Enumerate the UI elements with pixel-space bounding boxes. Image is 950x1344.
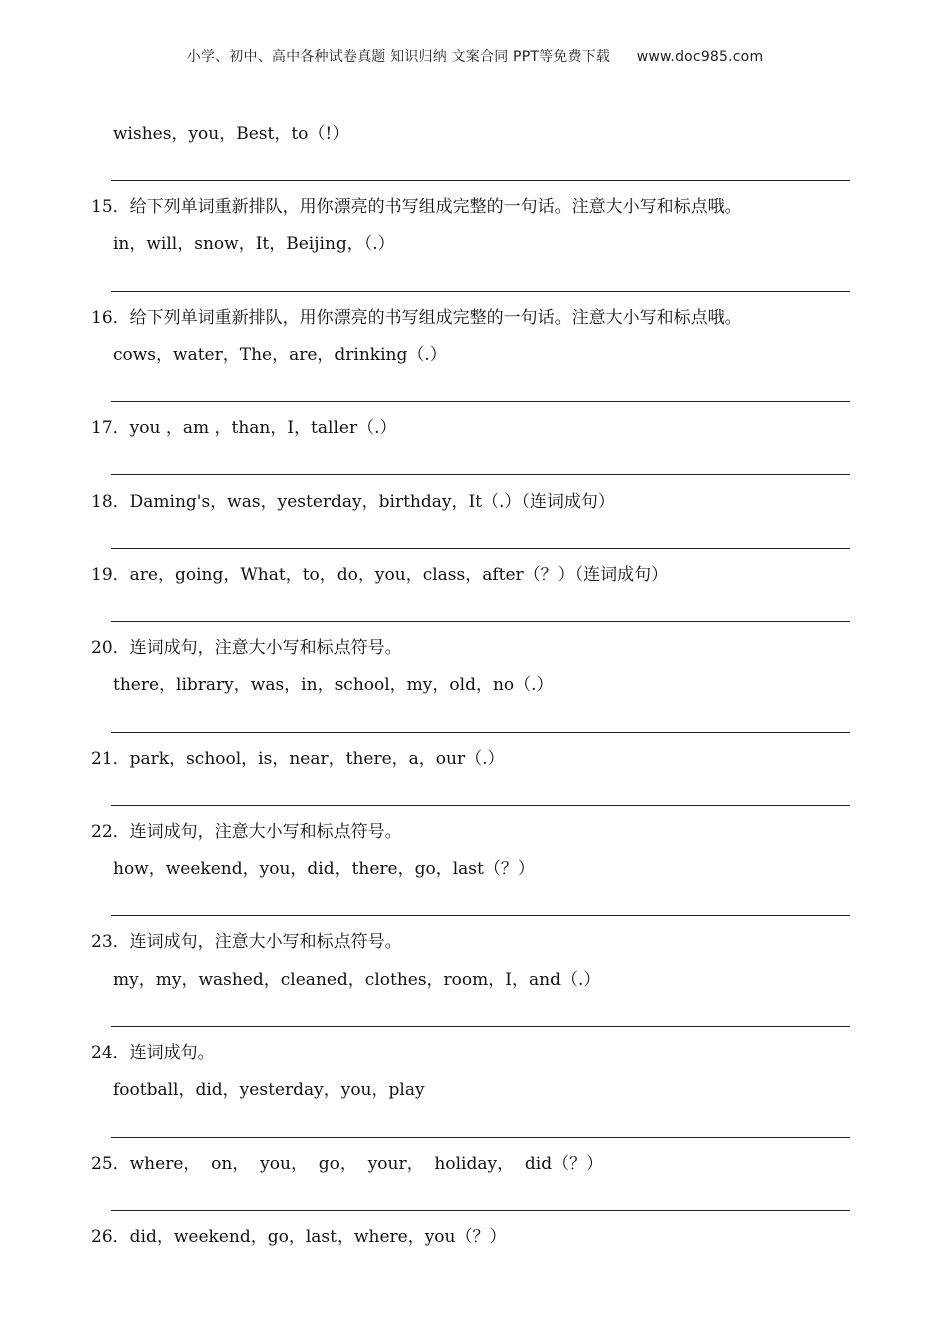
q15-instruction: 15．给下列单词重新排队，用你漂亮的书写组成完整的一句话。注意大小写和标点哦。 — [91, 197, 742, 217]
q24-words: football，did，yesterday，you，play — [113, 1080, 425, 1100]
header-title: 小学、初中、高中各种试卷真题 知识归纳 文案合同 PPT等免费下载 — [186, 49, 611, 65]
q14-answer-line[interactable] — [111, 180, 850, 181]
q17-answer-line[interactable] — [111, 474, 850, 475]
q14-words: wishes，you，Best，to（!） — [113, 124, 350, 144]
q22-words: how，weekend，you，did，there，go，last（？） — [113, 859, 535, 879]
q22-answer-line[interactable] — [111, 915, 850, 916]
q24-answer-line[interactable] — [111, 1137, 850, 1138]
q21-words: 21．park，school，is，near，there，a，our（.） — [91, 749, 505, 769]
q26-words: 26．did，weekend，go，last，where，you（？） — [91, 1227, 507, 1247]
q25-words: 25．where， on， you， go， your， holiday， did（？） — [91, 1154, 604, 1174]
q18-answer-line[interactable] — [111, 548, 850, 549]
q23-answer-line[interactable] — [111, 1026, 850, 1027]
q24-instruction: 24．连词成句。 — [91, 1043, 215, 1063]
q23-words: my，my，washed，cleaned，clothes，room，I，and（.） — [113, 970, 601, 990]
q15-words: in，will，snow，It，Beijing，（.） — [113, 234, 395, 254]
q25-answer-line[interactable] — [111, 1210, 850, 1211]
q16-answer-line[interactable] — [111, 401, 850, 402]
q19-answer-line[interactable] — [111, 621, 850, 622]
q22-instruction: 22．连词成句，注意大小写和标点符号。 — [91, 822, 402, 842]
q20-answer-line[interactable] — [111, 732, 850, 733]
q21-answer-line[interactable] — [111, 805, 850, 806]
q20-instruction: 20．连词成句，注意大小写和标点符号。 — [91, 638, 402, 658]
page-header — [0, 46, 950, 66]
q16-words: cows，water，The，are，drinking（.） — [113, 345, 447, 365]
q16-instruction: 16．给下列单词重新排队，用你漂亮的书写组成完整的一句话。注意大小写和标点哦。 — [91, 308, 742, 328]
q23-instruction: 23．连词成句，注意大小写和标点符号。 — [91, 932, 402, 952]
q17-words: 17．you ，am ，than，I，taller（.） — [91, 418, 397, 438]
q18-words: 18．Daming's，was，yesterday，birthday，It（.）（连词成句） — [91, 492, 615, 512]
q20-words: there，library，was，in，school，my，old，no（.） — [113, 675, 554, 695]
header-site-link[interactable]: www.doc985.com — [636, 49, 764, 65]
q15-answer-line[interactable] — [111, 291, 850, 292]
q19-words: 19．are，going，What，to，do，you，class，after（？）（连词成句） — [91, 565, 669, 585]
